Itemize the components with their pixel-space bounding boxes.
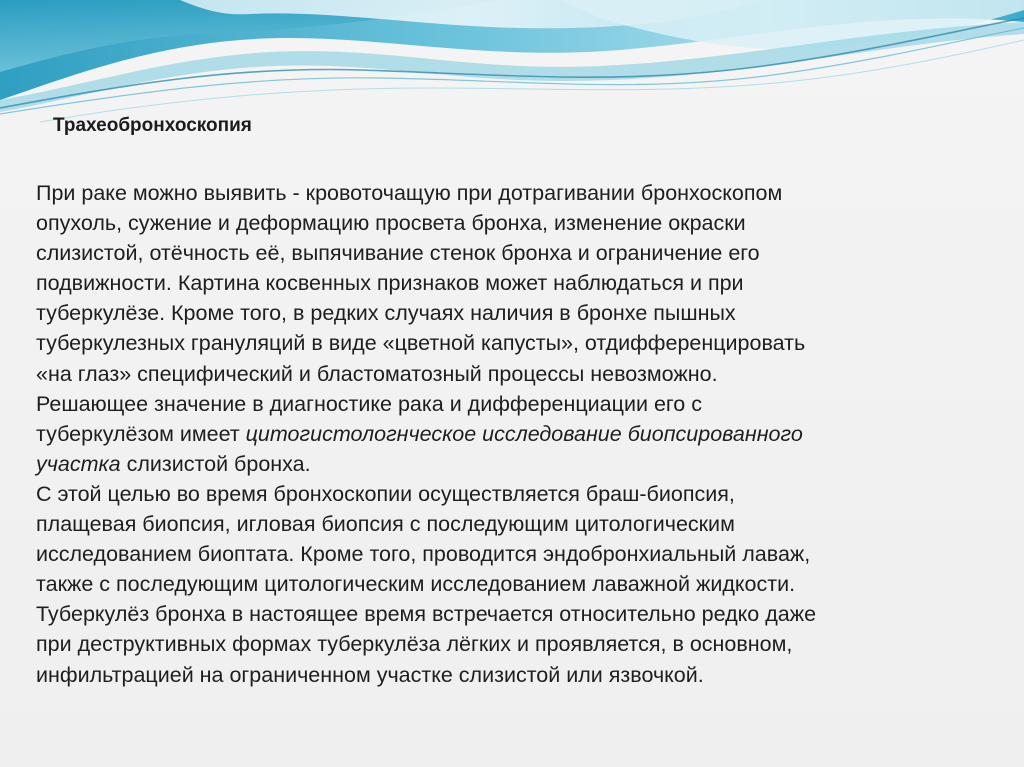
body-line: подвижности. Картина косвенных признаков может наблюдаться и при [36,271,744,296]
body-line-mixed [36,419,986,449]
body-line: опухоль, сужение и деформацию просвета бронха, изменение окраски [36,211,746,236]
body-line: Туберкулёз бронха в настоящее время встречается относительно редко даже [36,602,817,627]
body-line-normal-part: слизистой бронха. [120,451,311,476]
body-line: «на глаз» специфический и бластоматозный процессы невозможно. [36,361,718,386]
body-line: туберкулёзе. Кроме того, в редких случаях наличия в бронхе пышных [36,301,736,326]
decorative-wave-banner [0,0,1024,130]
body-line-italic-part: цитогистологнческое исследование биопсированного [245,421,803,446]
body-line: плащевая биопсия, игловая биопсия с последующим цитологическим [36,512,735,537]
body-line: при деструктивных формах туберкулёза лёгких и проявляется, в основном, [36,632,793,657]
body-line: также с последующим цитологическим исследованием лаважной жидкости. [36,572,796,597]
body-line-normal-part: туберкулёзом имеет [36,421,246,446]
body-line: инфильтрацией на ограниченном участке слизистой или язвочкой. [36,662,704,687]
body-line-italic-part: участка [36,451,121,476]
slide-title: Трахеобронхоскопия [53,115,252,136]
body-line-mixed [36,449,986,479]
body-line: При раке можно выявить - кровоточащую при дотрагивании бронхоскопом [36,181,783,205]
slide-body-paragraph [36,178,986,690]
body-line: слизистой, отёчность её, выпячивание стенок бронха и ограничение его [36,241,760,266]
body-line: Решающее значение в диагностике рака и дифференциации его с [36,391,702,416]
body-line: С этой целью во время бронхоскопии осуществляется браш-биопсия, [36,481,735,506]
body-line: туберкулезных грануляций в виде «цветной капусты», отдифференцировать [36,331,806,356]
body-line: исследованием биоптата. Кроме того, проводится эндобронхиальный лаваж, [36,542,811,567]
